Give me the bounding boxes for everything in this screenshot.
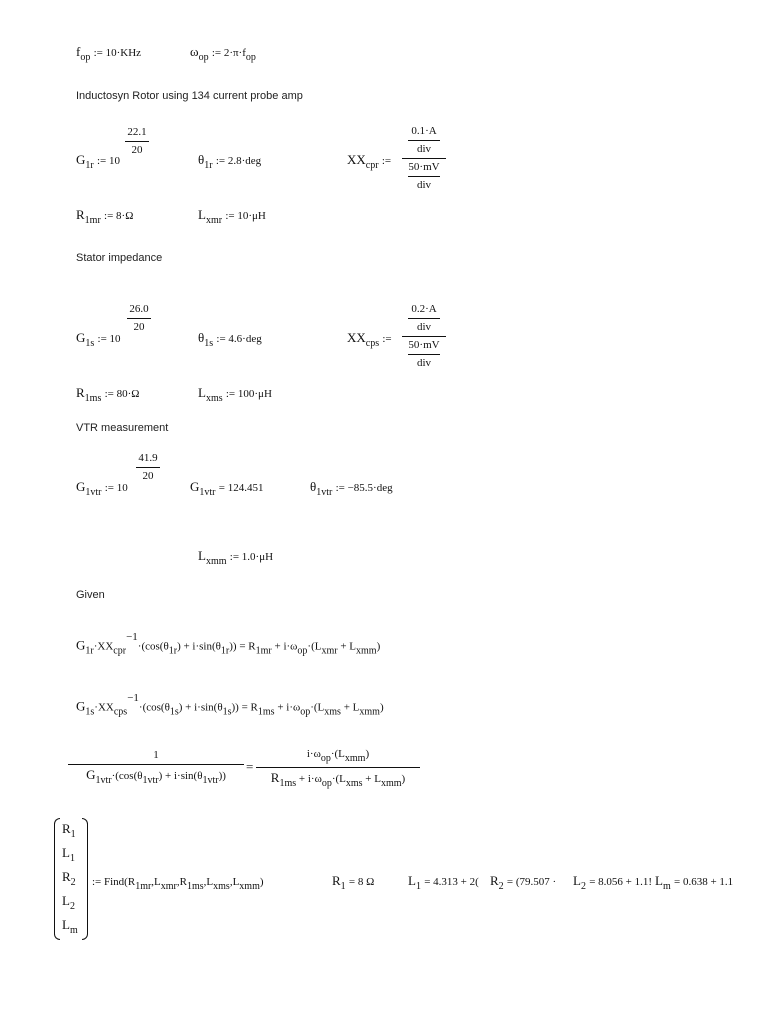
omega-op-definition[interactable]: $\omega_{op}$ := $2\cdot\pi\cdot f_{op}$ [190, 44, 256, 63]
fop-symbol: f [76, 44, 81, 59]
r1ms-definition[interactable]: $R_{1ms}$ := 80·Ω [76, 385, 140, 404]
g1vtr-result[interactable]: $G_{1vtr} = 124.451$ [190, 479, 264, 498]
heading-rotor: Inductosyn Rotor using 134 current probe amp [76, 90, 303, 102]
result-lm[interactable]: $L_m = 0.638 + 1.1$ [655, 873, 734, 892]
heading-given: Given [76, 589, 105, 601]
xxcpr-lhs[interactable]: $XX_{cpr}$ := [347, 152, 392, 171]
result-l1[interactable]: $L_1 = 4.313 + 2$( [408, 873, 479, 892]
vector-entry: $R_1$ [62, 821, 76, 840]
heading-vtr: VTR measurement [76, 422, 169, 434]
lxmm-definition[interactable]: $L_{xmm}$ := 1.0·μH [198, 548, 274, 567]
given-equation-vtr-left[interactable]: 1 $G_{1vtr}\cdot(\cos(\theta_{1vtr}) + i\cdot\sin(\theta_{1vtr}))$ [68, 750, 244, 786]
r1mr-definition[interactable]: $R_{1mr}$ := 8·Ω [76, 207, 134, 226]
omega-op-value: := 2·π·f [211, 47, 246, 59]
theta1vtr-definition[interactable]: $\theta_{1vtr}$ := −85.5·deg [310, 479, 393, 498]
given-equation-stator[interactable]: $G_{1s}\cdot XX_{cps}^{-1}\cdot(\cos(\theta_{1s}) + i\cdot\sin(\theta_{1s})) = R_{1ms} + i\cdot\omega_{op}\cdot(L_{xms} + L_{xmm})$ [76, 692, 384, 718]
xxcps-fraction: 0.2·A div 50·mV div [402, 304, 446, 369]
xxcpr-fraction: 0.1·A div 50·mV div [402, 126, 446, 191]
g1vtr-definition[interactable]: $G_{1vtr}$ := 10 [76, 479, 128, 498]
g1r-definition[interactable]: $G_{1r}$ := 10 [76, 152, 120, 171]
equation-equals: = [246, 759, 254, 774]
g1r-exponent: 22.1 20 [125, 127, 149, 156]
vector-entry: $L_m$ [62, 917, 78, 936]
xxcps-lhs[interactable]: $XX_{cps}$ := [347, 330, 392, 349]
vector-entry: $L_1$ [62, 845, 75, 864]
theta1r-definition[interactable]: $\theta_{1r}$ := 2.8·deg [198, 152, 262, 171]
vector-right-bracket [82, 818, 88, 940]
lxmr-definition[interactable]: $L_{xmr}$ := 10·μH [198, 207, 266, 226]
result-r2[interactable]: $R_2 = (79.507$ · [490, 873, 557, 892]
fop-definition[interactable]: $f_{op}$ := 10·KHz [76, 44, 142, 63]
result-r1[interactable]: $R_1 = 8$ Ω [332, 873, 375, 892]
solution-vector[interactable] [54, 818, 88, 940]
find-call[interactable]: := $Find(R_{1mr},L_{xmr},R_{1ms},L_{xms},L_{xmm})$ [92, 876, 264, 892]
fop-value: := 10·KHz [93, 47, 142, 59]
lxms-definition[interactable]: $L_{xms}$ := 100·μH [198, 385, 272, 404]
vector-entry: $L_2$ [62, 893, 75, 912]
heading-stator: Stator impedance [76, 252, 163, 264]
given-equation-rotor[interactable]: $G_{1r}\cdot XX_{cpr}^{-1}\cdot(\cos(\theta_{1r}) + i\cdot\sin(\theta_{1r})) = R_{1mr} + i\cdot\omega_{op}\cdot(L_{xmr} + L_{xmm})$ [76, 631, 381, 657]
vector-entry: $R_2$ [62, 869, 76, 888]
theta1s-definition[interactable]: $\theta_{1s}$ := 4.6·deg [198, 330, 262, 349]
omega-symbol: ω [190, 44, 199, 59]
given-equation-vtr-right[interactable]: $i\cdot\omega_{op}\cdot(L_{xmm})$ $R_{1ms} + i\cdot\omega_{op}\cdot(L_{xms} + L_{xmm})$ [256, 746, 420, 789]
g1s-definition[interactable]: $G_{1s}$ := 10 [76, 330, 121, 349]
vector-left-bracket [54, 818, 60, 940]
g1s-exponent: 26.0 20 [127, 304, 151, 333]
g1vtr-exponent: 41.9 20 [136, 453, 160, 482]
result-l2[interactable]: $L_2 = 8.056 + 1.1$! [573, 873, 653, 892]
